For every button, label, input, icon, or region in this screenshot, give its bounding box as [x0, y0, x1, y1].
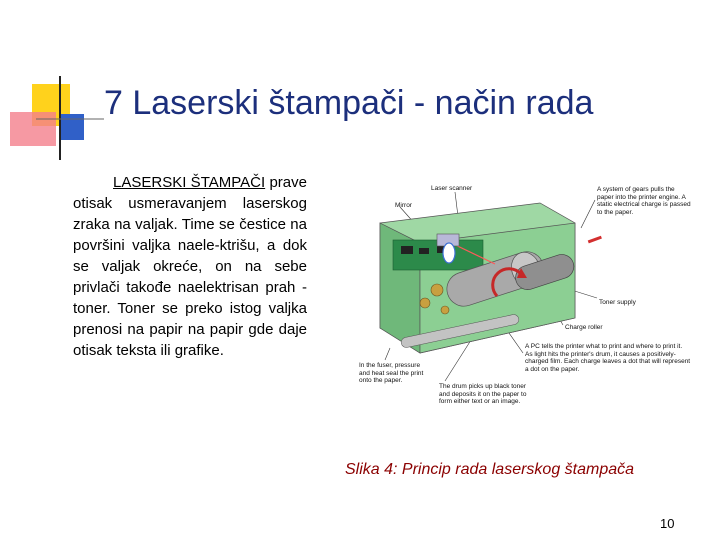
laser-printer-diagram	[345, 178, 695, 418]
gear-1	[431, 284, 443, 296]
blue-square	[60, 114, 84, 140]
page-number: 10	[660, 516, 675, 531]
label-pc: A PC tells the printer what to print and where to print it. As light hits the printer's drum, it causes a positively-charged film. Each charge leaves a dot that will represent a dot on the paper.	[525, 343, 691, 373]
chip-1	[401, 246, 413, 254]
label-drum: The drum picks up black toner and deposits it on the paper to form either text or an image.	[439, 383, 527, 405]
body-text: prave otisak usmeravanjem laserskog zraka na valjak. Time se čestice na površini valjka naele-ktrišu, a dok se valjak okreće, on na sebe privlači takođe naelektrisan prah - toner. Toner se preko istog valjka prenosi na papir na papir gde daje otisak teksta ili grafike.	[73, 174, 307, 359]
chip-2	[419, 248, 429, 254]
label-mirror: Mirror	[395, 202, 412, 209]
label-toner-supply: Toner supply	[599, 299, 636, 306]
body-lead: LASERSKI ŠTAMPAČI	[113, 174, 266, 191]
label-charge-roller: Charge roller	[565, 324, 603, 331]
label-laser-scanner: Laser scanner	[431, 185, 473, 192]
label-fuser: In the fuser, pressure and heat seal the print onto the paper.	[359, 362, 424, 384]
gear-3	[441, 306, 449, 314]
slide-title: 7 Laserski štampači - način rada	[104, 84, 594, 122]
label-gears: A system of gears pulls the paper into the printer engine. A static electrical charge is passed to the paper.	[597, 186, 691, 216]
charge-indicator	[588, 236, 602, 244]
pink-rectangle	[10, 112, 56, 146]
mirror-icon	[443, 243, 455, 263]
corner-decoration	[0, 0, 120, 170]
figure-caption: Slika 4: Princip rada laserskog štampača	[345, 461, 635, 478]
gear-2	[420, 298, 430, 308]
body-paragraph	[73, 172, 307, 361]
